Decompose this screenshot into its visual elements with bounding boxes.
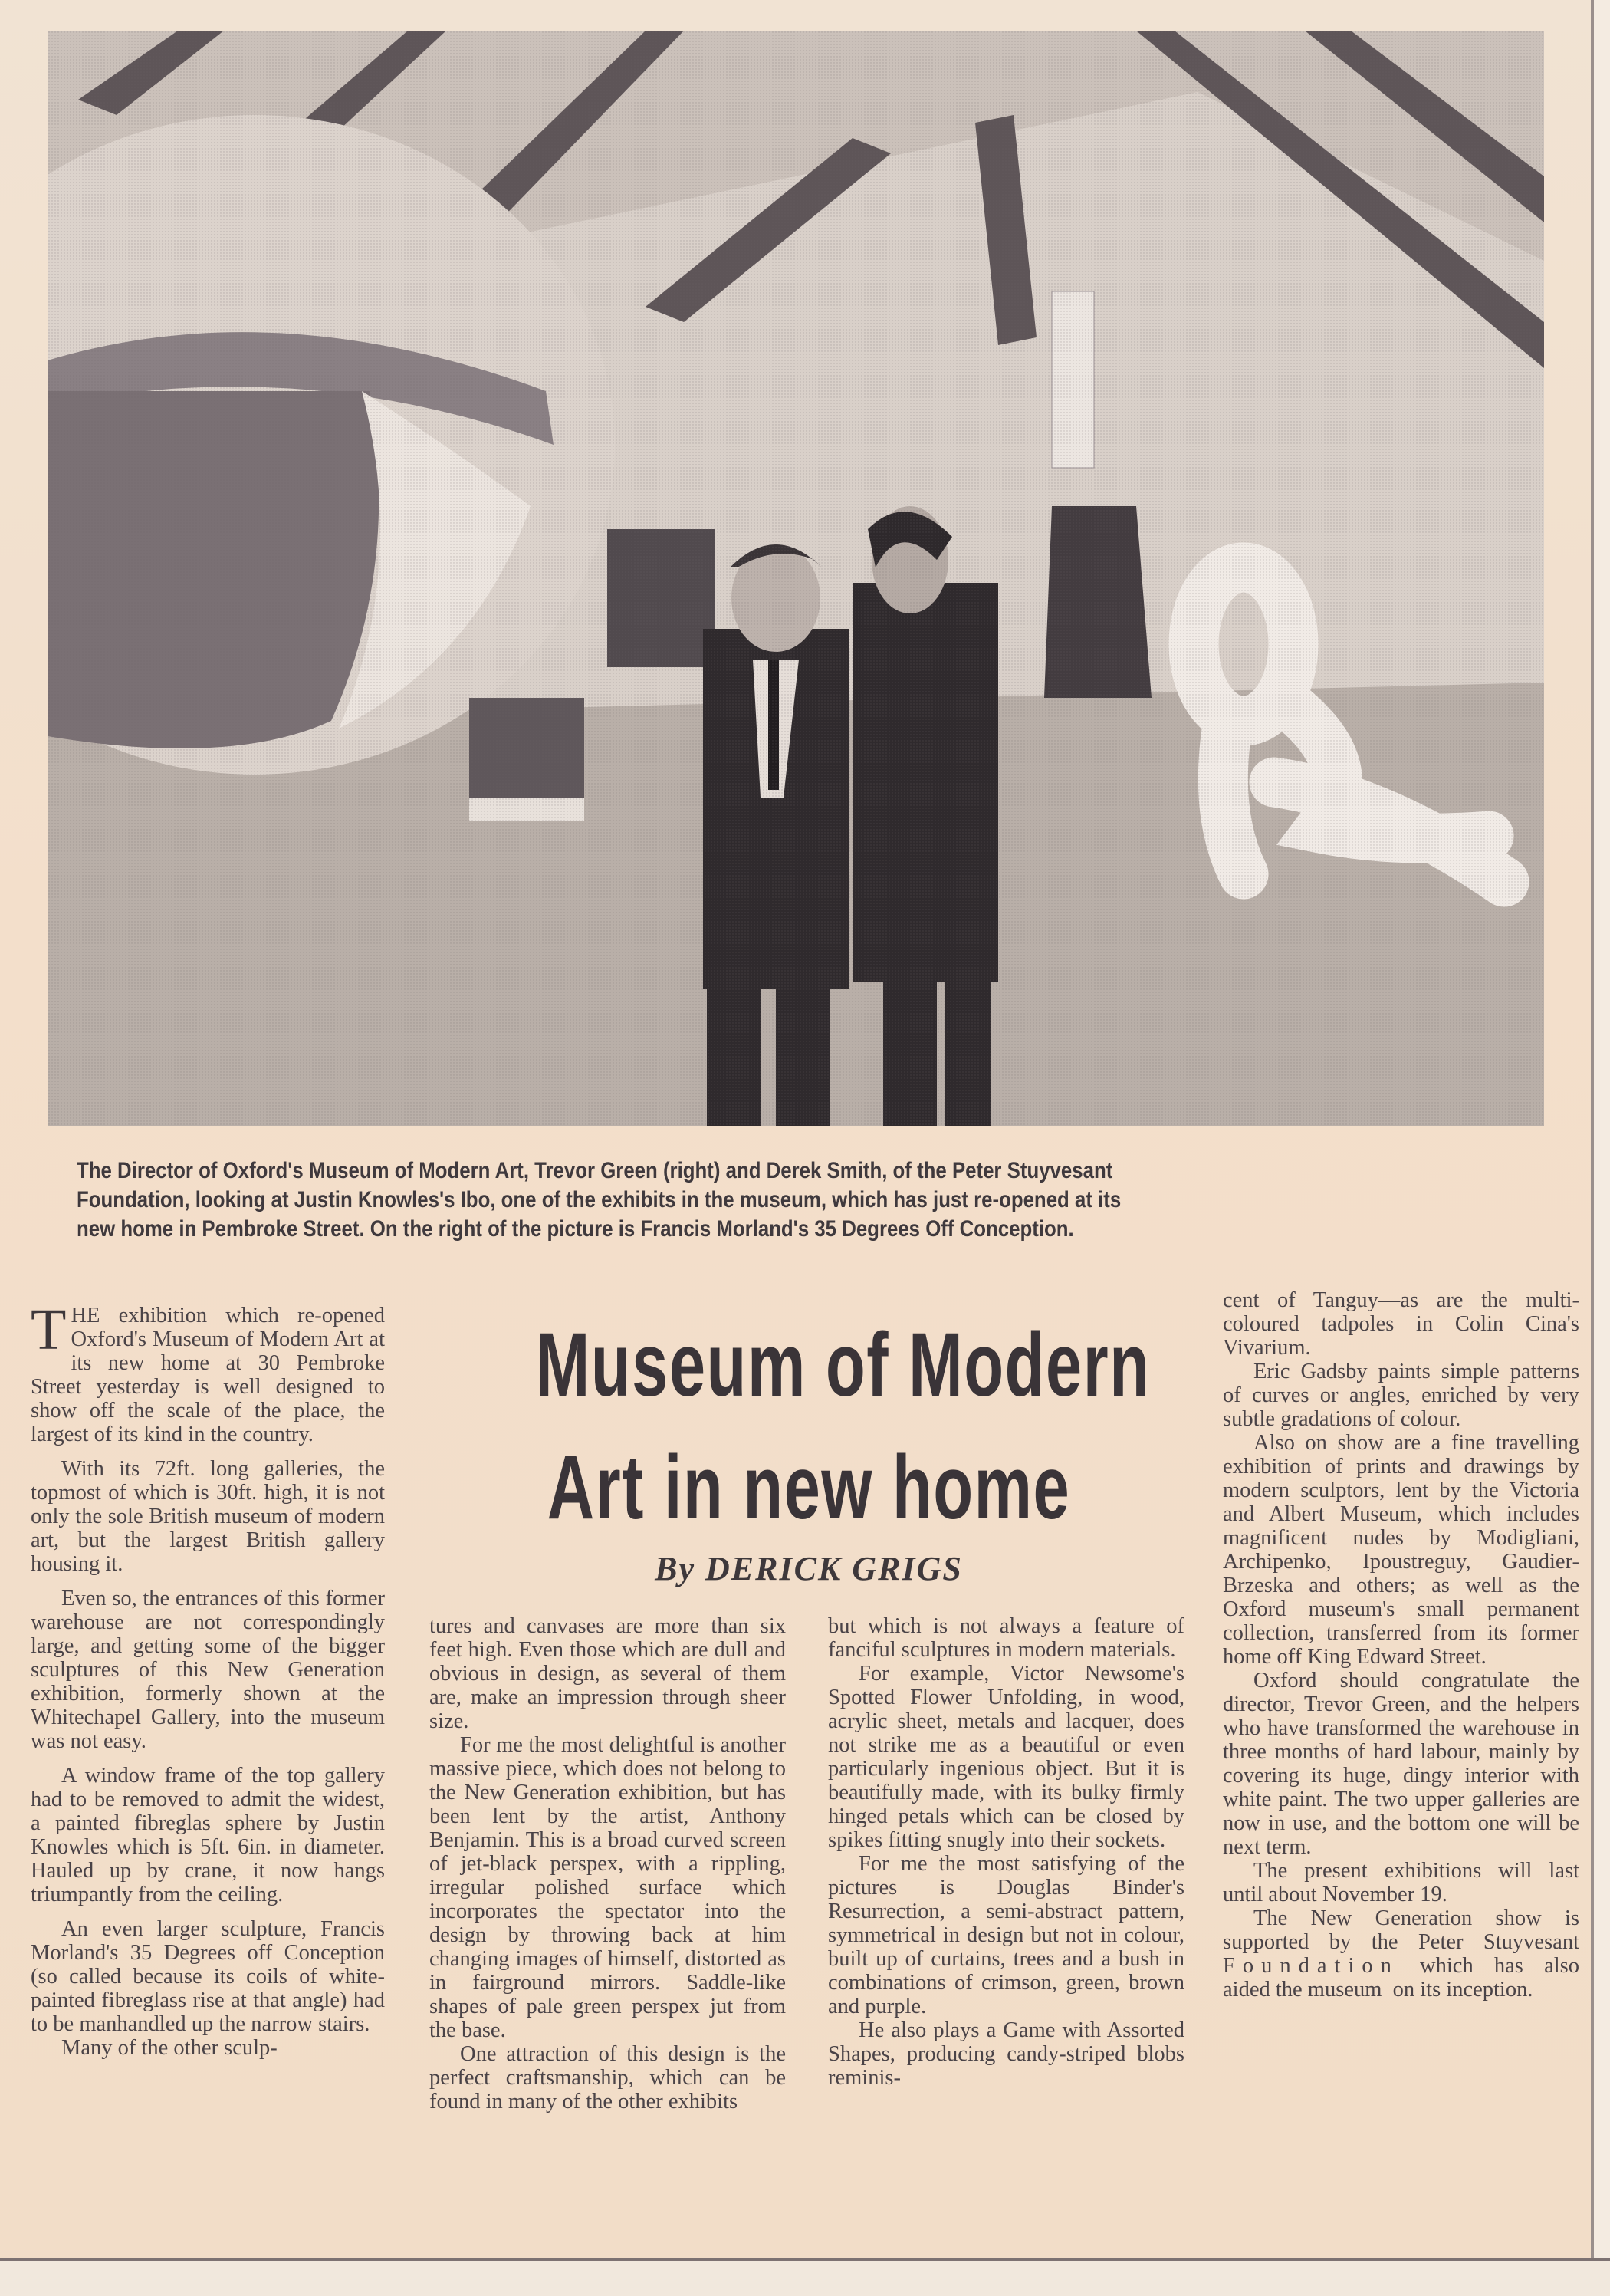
- paragraph: Also on show are a fine travelling exhibition of prints and drawings by modern sculptors, lent by the Victoria and Albert Museum, which includes magnificent nudes by Modigliani, Archipenko, Ipoustreguy, Gaudier-Brzeska and others; as well as the Oxford museum's small permanent collection, transferred from its former home off King Edward Street.: [1223, 1431, 1579, 1669]
- headline: [429, 1304, 1188, 1549]
- page-edge-bottom: [0, 2258, 1610, 2296]
- paragraph-text: The New Generation show is supported by the Peter Stuyvesant: [1223, 1906, 1579, 1954]
- paragraph: For me the most delightful is another massive piece, which does not belong to the New Generation exhibition, but has been lent by the artist, Anthony Benjamin. This is a broad curved screen of jet-black perspex, with a rippling, irregular polished surface which incorporates the spectator into the design by throwing back at him changing images of himself, distorted as in fairground mirrors. Saddle-like shapes of pale green perspex jut from the base.: [429, 1733, 786, 2042]
- drop-cap: T: [31, 1298, 67, 1362]
- paragraph: [31, 1298, 385, 1446]
- caption-line-2: Foundation, looking at Justin Knowles's Ibo, one of the exhibits in the museum, which has just re-opened at its: [77, 1187, 1122, 1212]
- paragraph: An even larger sculpture, Francis Morland's 35 Degrees off Conception (so called because its coils of white-painted fibreglass rise at that angle) had to be manhandled up the narrow stairs.: [31, 1917, 385, 2036]
- page-edge-right: [1591, 0, 1610, 2294]
- article-column-4: [1223, 1288, 1579, 2002]
- paragraph: He also plays a Game with Assorted Shapes, producing candy-striped blobs reminis-: [828, 2018, 1184, 2090]
- paragraph-text: HE exhibition which re-opened Oxford's Museum of Modern Art at its new home at 30 Pembroke Street yesterday is well designed to show off the scale of the place, the largest of its kind in the country.: [31, 1304, 385, 1446]
- article-column-3: [828, 1614, 1184, 2090]
- paragraph: Many of the other sculp-: [61, 2036, 278, 2060]
- caption-line-1: The Director of Oxford's Museum of Modern Art, Trevor Green (right) and Derek Smith, of the Peter Stuyvesant: [77, 1158, 1113, 1183]
- paragraph: For me the most satisfying of the pictures is Douglas Binder's Resurrection, a semi-abstract pattern, symmetrical in design but not in colour, built up of curtains, trees and a bush in combinations of crimson, green, brown and purple.: [828, 1852, 1184, 2018]
- paragraph: With its 72ft. long galleries, the topmost of which is 30ft. high, it is not only the sole British museum of modern art, but the largest British gallery housing it.: [31, 1457, 385, 1576]
- paragraph: Even so, the entrances of this former warehouse are not correspondingly large, and getting some of the bigger sculptures of this New Generation exhibition, formerly shown at the Whitechapel Gallery, into the museum was not easy.: [31, 1587, 385, 1753]
- paragraph: tures and canvases are more than six feet high. Even those which are dull and obvious in design, as several of them are, make an impression through sheer size.: [429, 1614, 786, 1733]
- paragraph: For example, Victor Newsome's Spotted Flower Unfolding, in wood, acrylic sheet, metals and lacquer, does not strike me as a beautiful or even particularly ingenious object. But it is beautifully made, with its bulky firmly hinged petals which can be closed by spikes fitting snugly into their sockets.: [828, 1662, 1184, 1852]
- paragraph: Oxford should congratulate the director, Trevor Green, and the helpers who have transformed the warehouse in three months of hard labour, mainly by covering its huge, dingy interior with white paint. The two upper galleries are now in use, and the bottom one will be next term.: [1223, 1669, 1579, 1859]
- photo-caption: [77, 1156, 1560, 1244]
- paragraph: Eric Gadsby paints simple patterns of curves or angles, enriched by very subtle gradations of colour.: [1223, 1360, 1579, 1431]
- gallery-photograph: [48, 31, 1544, 1126]
- caption-line-3: new home in Pembroke Street. On the right of the picture is Francis Morland's 35 Degrees Off Conception.: [77, 1216, 1074, 1242]
- paragraph: The present exhibitions will last until about November 19.: [1223, 1859, 1579, 1906]
- paragraph-text: which has also aided the museum on its inception.: [1223, 1954, 1579, 2002]
- photo-illustration: [48, 31, 1544, 1126]
- paragraph: but which is not always a feature of fanciful sculptures in modern materials.: [828, 1614, 1184, 1662]
- paragraph: cent of Tanguy—as are the multi-coloured tadpoles in Colin Cina's Vivarium.: [1223, 1288, 1579, 1360]
- byline: By DERICK GRIGS: [655, 1550, 963, 1587]
- headline-line-2: Art in new home: [547, 1437, 1071, 1538]
- paragraph: One attraction of this design is the perfect craftsmanship, which can be found in many of the other exhibits: [429, 2042, 786, 2113]
- article-column-2: [429, 1614, 786, 2113]
- paragraph: [1223, 1906, 1579, 2002]
- paragraph: A window frame of the top gallery had to be removed to admit the widest, a painted fibreglas sphere by Justin Knowles which is 5ft. 6in. in diameter. Hauled up by crane, it now hangs triumpantly from the ceiling.: [31, 1764, 385, 1906]
- article-column-1: [31, 1298, 385, 2071]
- headline-line-1: Museum of Modern: [535, 1314, 1151, 1416]
- spaced-text: Foundation: [1223, 1954, 1399, 1978]
